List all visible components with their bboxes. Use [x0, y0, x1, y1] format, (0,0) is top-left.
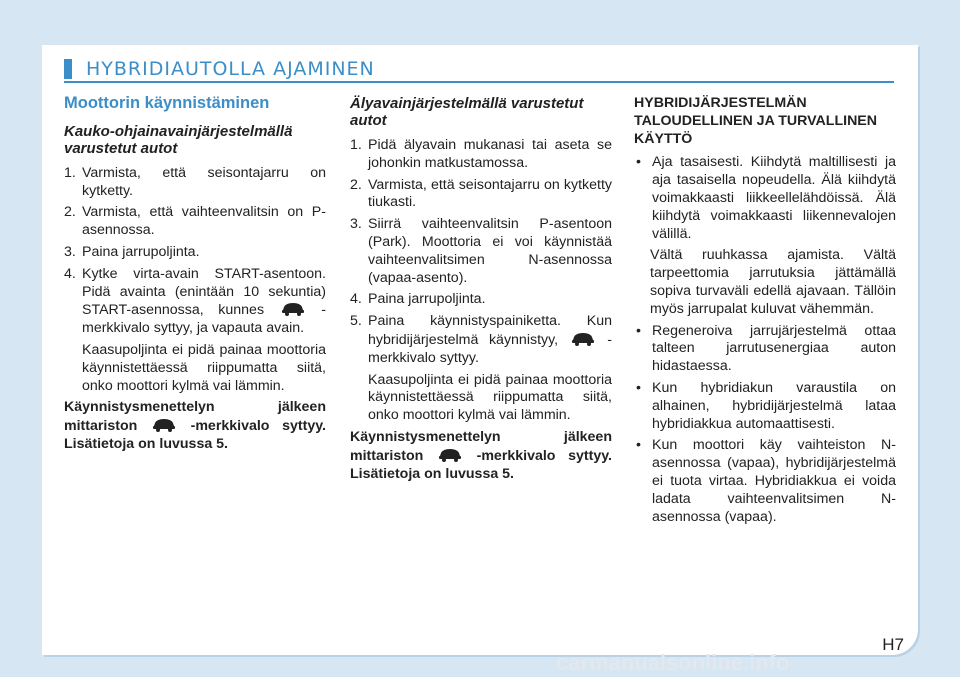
list-item: 4. Kytke virta-avain START-asentoon. Pidä avainta (enintään 10 sekuntia) START-asennossa, kunnes -merkkivalo syttyy, ja vapauta avain. — [64, 265, 326, 337]
paragraph: Kaasupoljinta ei pidä painaa moottoria käynnistettäessä riippumatta siitä, onko moottori kylmä vai lämmin. — [368, 371, 612, 424]
list-item: • Kun hybridiakun varaustila on alhainen, hybridijärjestelmä lataa hybridiakkua automaattisesti. — [636, 379, 896, 432]
ready-car-icon — [438, 447, 462, 463]
list-item: • Regeneroiva jarrujärjestelmä ottaa talteen jarrutusenergiaa auton hidastaessa. — [636, 322, 896, 375]
middle-column — [350, 95, 612, 483]
ready-car-icon — [281, 301, 305, 317]
paragraph: Vältä ruuhkassa ajamista. Vältä tarpeettomia jarrutuksia jättämällä sopiva turvaväli edellä ajavaan. Tällöin myös jarrupalat kuluvat vähemmän. — [650, 247, 896, 317]
section-header — [64, 57, 894, 83]
list-item: 1. Pidä älyavain mukanasi tai aseta se johonkin matkustamossa. — [350, 137, 612, 171]
middle-steps — [350, 137, 612, 368]
ready-car-icon — [152, 417, 176, 433]
manual-page — [42, 45, 918, 655]
paragraph: Kaasupoljinta ei pidä painaa moottoria käynnistettäessä riippumatta siitä, onko moottori kylmä vai lämmin. — [82, 341, 326, 394]
right-title: HYBRIDIJÄRJESTELMÄN TALOUDELLINEN JA TURVALLINEN KÄYTTÖ — [634, 95, 878, 147]
list-item: 3. Siirrä vaihteenvalitsin P-asentoon (Park). Moottoria ei voi käynnistää vaihteenvalitsimen N-asennossa (vapaa-asento). — [350, 216, 612, 286]
list-item: 4. Paina jarrupoljinta. — [350, 291, 486, 308]
left-column — [64, 95, 326, 454]
list-item: • Aja tasaisesti. Kiihdytä maltillisesti ja aja tasaisella nopeudella. Älä kiihdytä voimakkaasti liikkeellelähdöissä. Älä kiihdytä voimakkaasti liikennevalojen välillä. Vältä ruuhkassa ajamista. Vältä tarpeettomia jarrutuksia jättämällä sopiva turvaväli edellä ajavaan. Tällöin myös jarrupalat kuluvat vähemmän. — [636, 154, 896, 317]
ready-car-icon — [571, 331, 595, 347]
page-number: H7 — [882, 635, 904, 654]
list-item: 3. Paina jarrupoljinta. — [64, 243, 200, 260]
watermark: carmanualsonline.info — [556, 650, 790, 675]
middle-subtitle: Älyavainjärjestelmällä varustetut autot — [350, 95, 584, 129]
bullet-icon: • — [636, 154, 641, 171]
bold-note: Käynnistysmenettelyn jälkeen mittariston -merkkivalo syttyy. Lisätietoja on luvussa 5. — [350, 428, 612, 482]
right-bullets — [634, 154, 896, 526]
list-item: 5. Paina käynnistyspainiketta. Kun hybridijärjestelmä käynnistyy, -merkkivalo syttyy. — [350, 313, 612, 366]
bullet-icon: • — [636, 437, 641, 454]
header-accent-bar — [64, 59, 72, 79]
bullet-icon: • — [636, 322, 641, 339]
list-item: 1. Varmista, että seisontajarru on kytketty. — [64, 164, 326, 199]
list-item: 2. Varmista, että vaihteenvalitsin on P-asennossa. — [64, 204, 326, 239]
bullet-icon: • — [636, 379, 641, 396]
list-item: • Kun moottori käy vaihteiston N-asennossa (vapaa), hybridijärjestelmä ei tuota virtaa. Hybridiakkua ei voida ladata vaihteenvalitsimen N-asennossa (vapaa). — [636, 437, 896, 525]
header-title: HYBRIDIAUTOLLA AJAMINEN — [86, 58, 375, 80]
section-title: Moottorin käynnistäminen — [64, 94, 270, 112]
bold-note: Käynnistysmenettelyn jälkeen mittariston -merkkivalo syttyy. Lisätietoja on luvussa 5. — [64, 399, 326, 452]
left-subtitle: Kauko-ohjainavainjärjestelmällä varustetut autot — [64, 122, 293, 157]
left-steps — [64, 165, 326, 338]
list-item: 2. Varmista, että seisontajarru on kytketty tiukasti. — [350, 176, 612, 211]
right-column — [634, 95, 896, 530]
